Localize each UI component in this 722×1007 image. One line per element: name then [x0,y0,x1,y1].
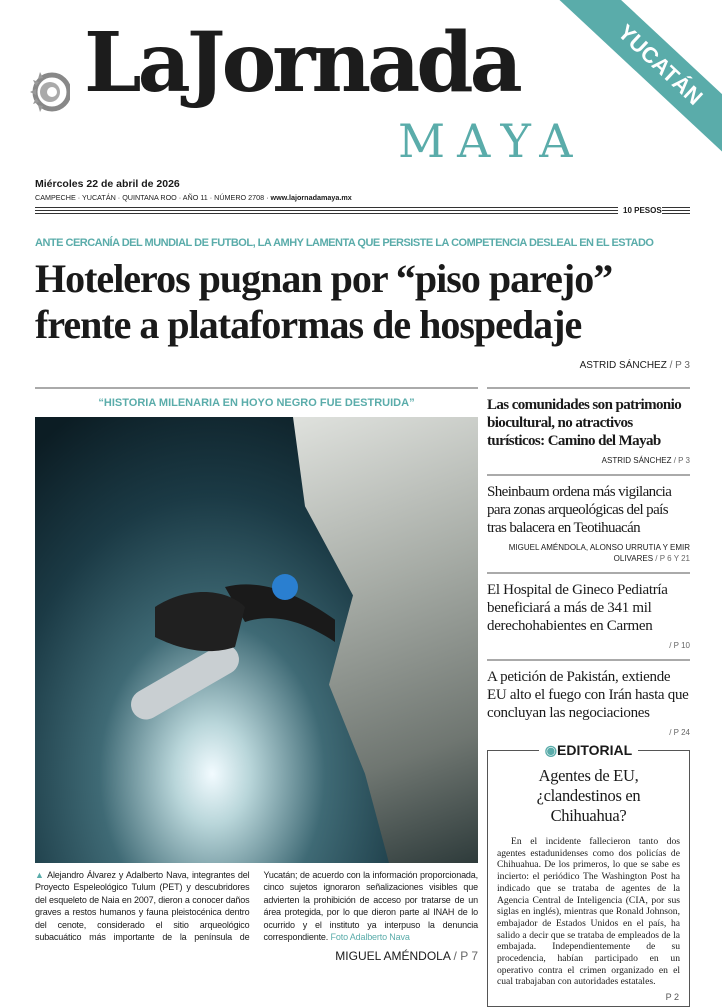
triangle-icon: ▲ [35,870,48,880]
side-column [487,387,690,746]
edition-line [35,193,352,202]
photo-caption [35,869,478,943]
editorial-box[interactable] [487,742,690,1007]
side-story[interactable] [487,572,690,659]
lead-byline [35,360,690,371]
lead-headline[interactable] [35,256,690,348]
photo-credit: Foto Adalberto Nava [330,932,410,943]
issue-date: Miércoles 22 de abril de 2026 [35,178,180,190]
editorial-label-text: EDITORIAL [557,742,633,758]
side-story[interactable] [487,659,690,746]
page-ref: / P 3 [671,456,690,465]
side-story[interactable] [487,474,690,572]
headline-line[interactable]: Hoteleros pugnan por “piso parejo” [35,256,613,301]
photo-byline [35,949,478,963]
sun-icon: ◉ [544,742,557,758]
lead-story [35,236,690,371]
edition-info: CAMPECHE · YUCATÁN · QUINTANA ROO · AÑO 11 · NÚMERO 2708 · [35,193,271,202]
editorial-title[interactable]: Agentes de EU, ¿clandestinos en Chihuahua? [536,766,641,825]
lead-kicker: ANTE CERCANÍA DEL MUNDIAL DE FUTBOL, LA AMHY LAMENTA QUE PERSISTE LA COMPETENCIA DESLEAL EN EL ESTADO [35,237,654,249]
photo-kicker: “HISTORIA MILENARIA EN HOYO NEGRO FUE DESTRUIDA” [98,397,415,409]
page-ref: / P 3 [666,360,690,371]
edition-ribbon [520,0,722,160]
author: MIGUEL AMÉNDOLA [335,949,451,964]
story-byline [487,455,690,466]
page-ref: / P 7 [450,949,478,964]
masthead-subtitle: MAYA [398,114,585,168]
photo-caption-block [35,869,478,963]
price: 10 PESOS [623,206,662,215]
page-ref: / P 10 [669,641,690,650]
divider [35,387,478,389]
edition-tag: YUCATÁN [536,0,722,160]
sun-logo-icon [30,68,70,116]
story-headline[interactable]: El Hospital de Gineco Pediatría beneficiará a más de 341 mil derechohabientes en Carmen [487,582,668,634]
story-headline[interactable]: Sheinbaum ordena más vigilancia para zonas arqueológicas del país tras balacera en Teotihuacán [487,484,672,536]
cave-diver-photo[interactable] [35,417,478,863]
caption-text: Alejandro Álvarez y Adalberto Nava, integrantes del Proyecto Espeleológico Tulum (PET) y descubridores del esqueleto de Naia en 2007, dieron a conocer daños graves a restos humanos y fauna pleistocénica dentro del cenote, considerado el sitio arqueológico subacuático más importante de la península de Yucatán; de acuerdo con la información proporcionada, cinco sujetos ignoraron señalizaciones visibles que advierten la prohibición de acceso por tratarse de un área protegida, por lo que dieron parte al INAH de lo ocurrido y el instituto ya interpuso la denuncia correspondiente. [35,870,478,943]
story-byline [487,542,690,564]
page-ref: / P 24 [669,728,690,737]
website-link[interactable]: www.lajornadamaya.mx [270,193,352,202]
author: ASTRID SÁNCHEZ [601,456,672,465]
page-ref: P 2 [665,992,679,1003]
author: ASTRID SÁNCHEZ [579,360,667,371]
story-headline[interactable]: A petición de Pakistán, extiende EU alto el fuego con Irán hasta que concluyan las negociaciones [487,669,689,721]
masthead-logo[interactable]: LaJornada [84,15,519,111]
side-story[interactable] [487,387,690,474]
divider [35,207,618,214]
editorial-label [488,742,689,759]
page-ref: / P 6 Y 21 [653,554,690,563]
diver-figure [115,567,335,727]
headline-line[interactable]: frente a plataformas de hospedaje [35,302,582,347]
editorial-body: En el incidente fallecieron tanto dos agentes estadunidenses como dos policías de Chihuahua. De los primeros, lo que se sabe es incierto: el periódico The Washington Post ha indicado que se trataba de agentes de la Agencia Central de Inteligencia (CIA, por sus siglas en inglés), mientras que Ronald Johnson, embajador de Estados Unidos en el país, ha salido a decir que se trataba de empleados de la embajada. Independientemente de su procedencia, habían participado en un operativo contra el crimen organizado en el cual trabajaban con autoridades estatales. [497,836,680,988]
author: MIGUEL AMÉNDOLA, ALONSO URRUTIA Y EMIR OLIVARES [508,543,690,563]
divider [662,207,690,214]
story-headline[interactable]: Las comunidades son patrimonio biocultural, no atractivos turísticos: Camino del Mayab [487,397,682,449]
